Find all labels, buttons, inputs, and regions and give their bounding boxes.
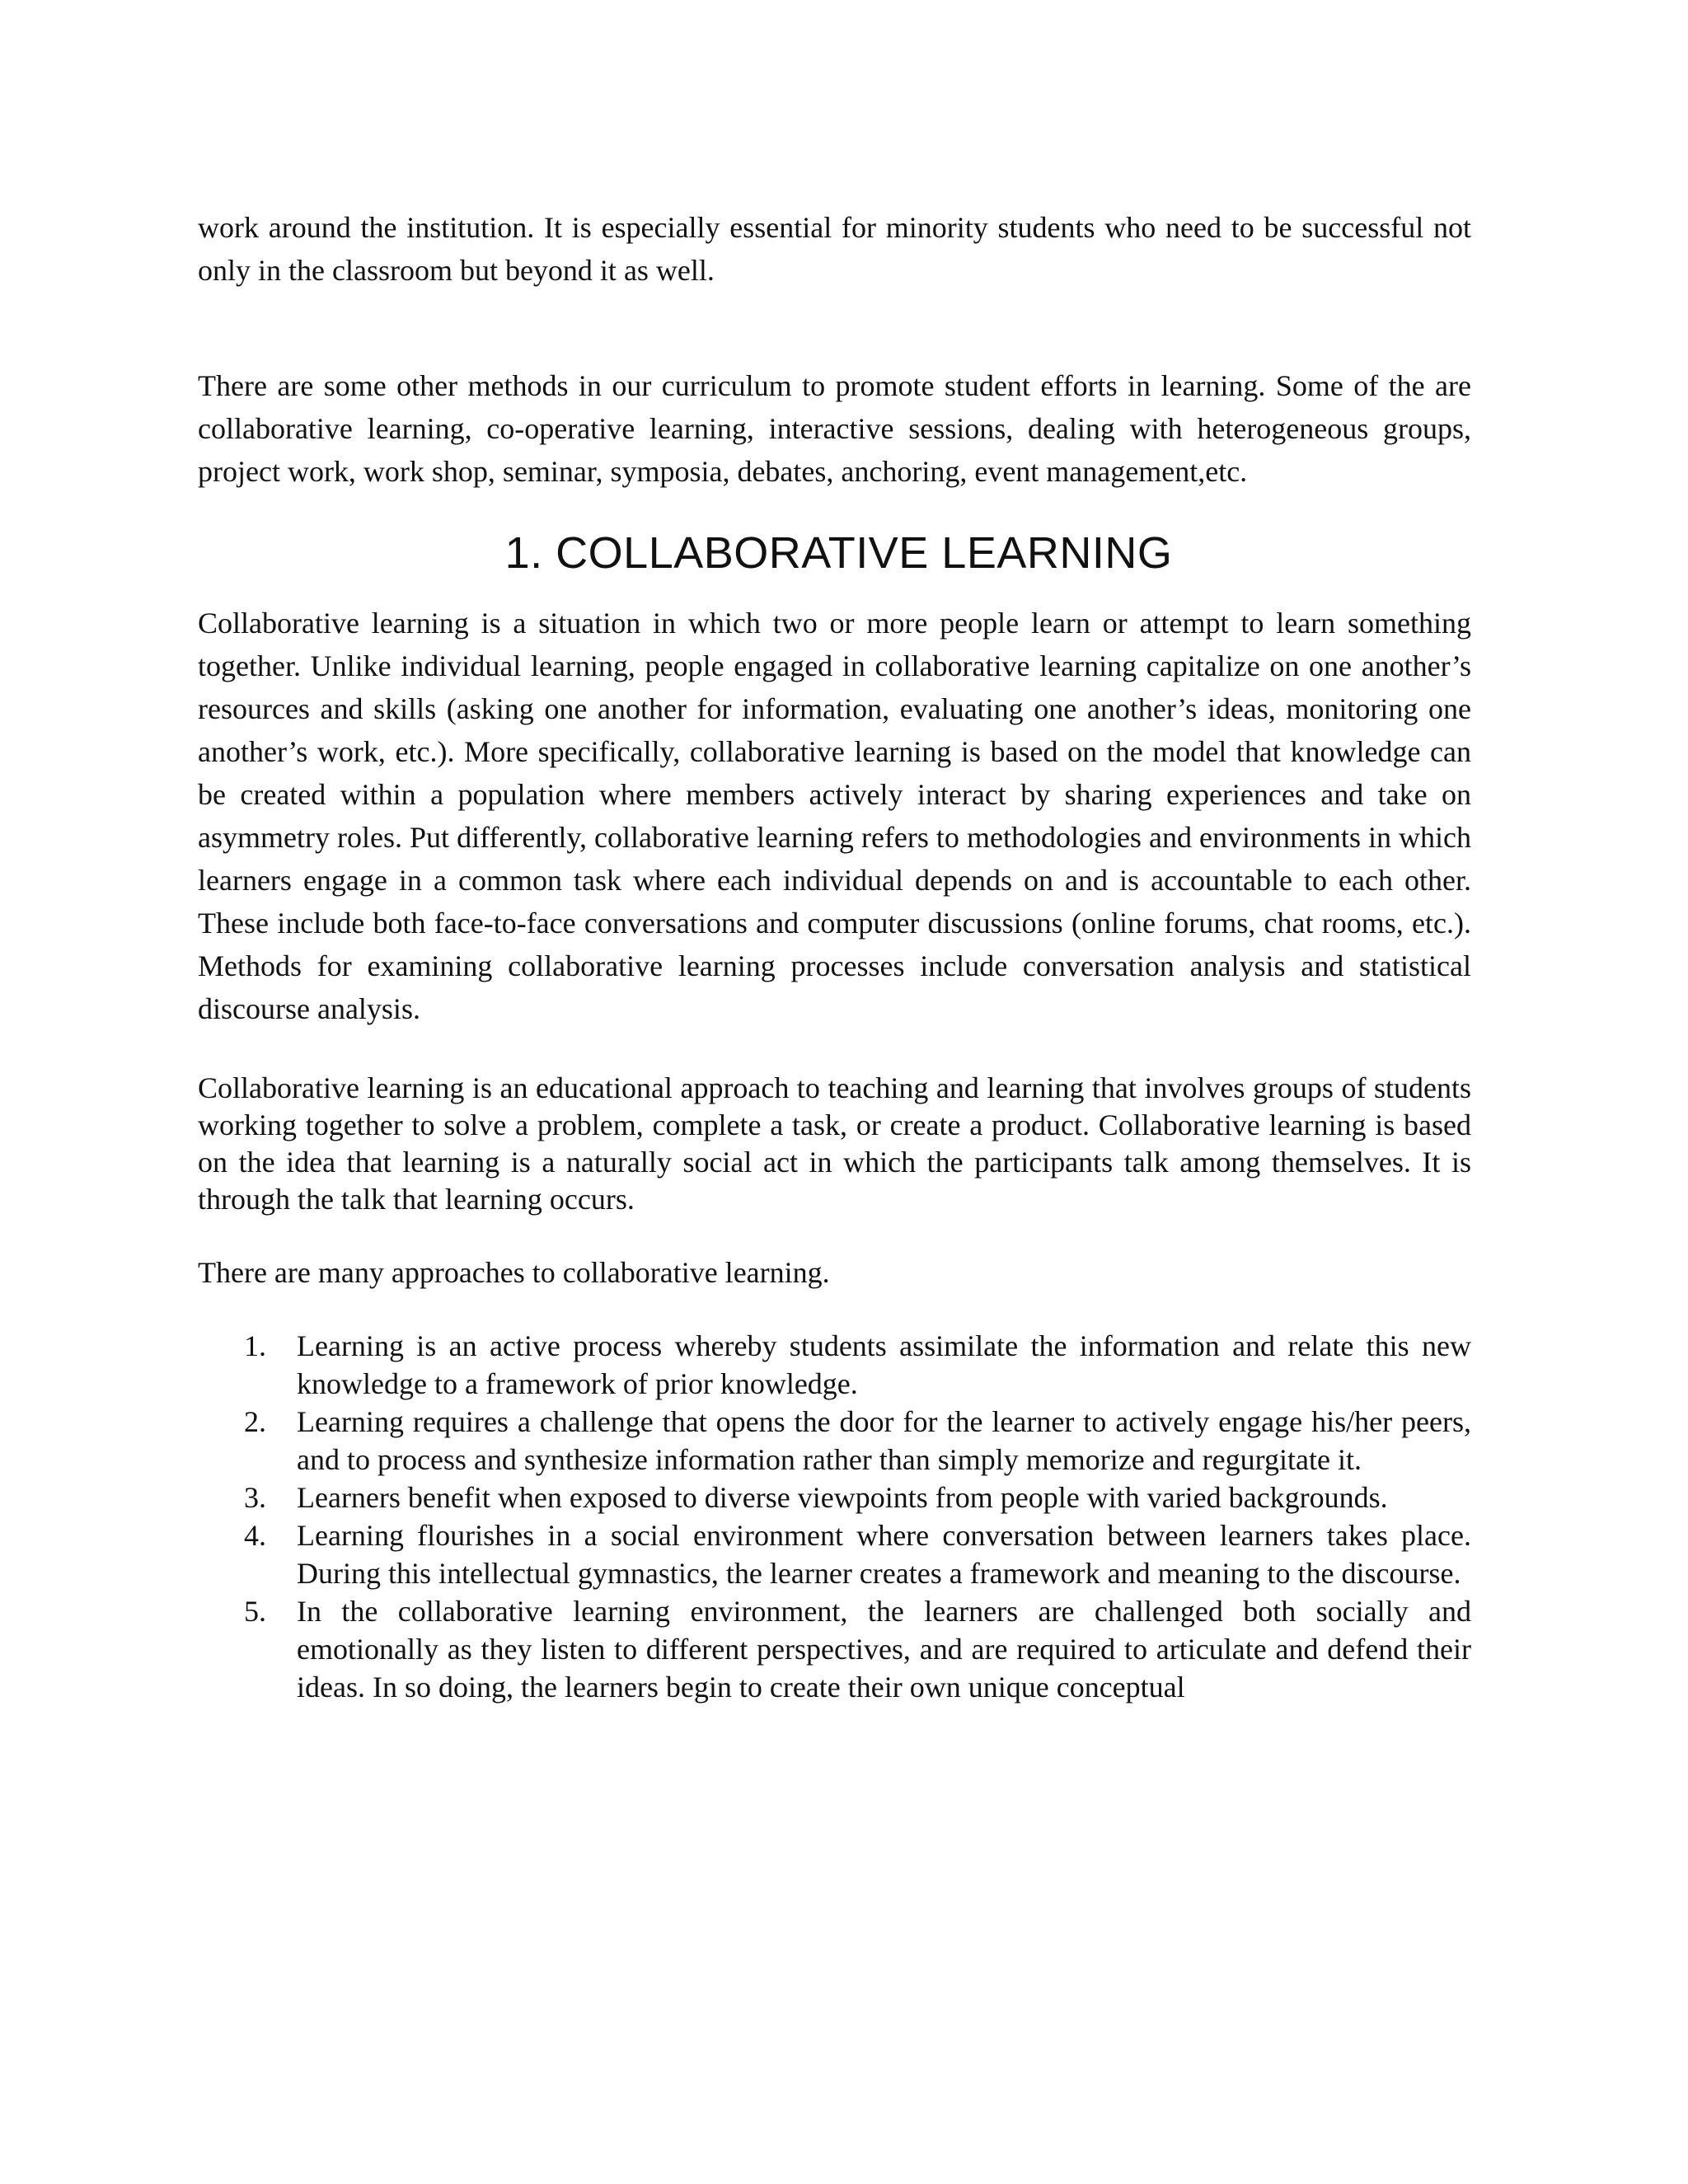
list-item-text: Learning is an active process whereby students assimilate the information and relate this new knowledge to a framework of prior knowledge. bbox=[297, 1329, 1471, 1400]
list-item bbox=[198, 1516, 1471, 1592]
collaborative-approach-paragraph: Collaborative learning is an educational approach to teaching and learning that involves groups of students working together to solve a problem, complete a task, or create a product. Collaborative learning is based on the idea that learning is a naturally social act in which the participants talk among themselves. It is through the talk that learning occurs. bbox=[198, 1071, 1471, 1216]
methods-paragraph: There are some other methods in our curriculum to promote student efforts in learning. Some of the are collaborative learning, co-operative learning, interactive sessions, dealing with heterogeneous groups, project work, work shop, seminar, symposia, debates, anchoring, event management,etc. bbox=[198, 369, 1471, 488]
list-item-number: 2. bbox=[244, 1405, 266, 1438]
list-item bbox=[198, 1327, 1471, 1403]
intro-paragraph: work around the institution. It is especially essential for minority students who need to be successful not only in the classroom but beyond it as well. bbox=[198, 211, 1471, 287]
approaches-intro: There are many approaches to collaborative learning. bbox=[198, 1256, 830, 1289]
collaborative-definition-paragraph: Collaborative learning is a situation in which two or more people learn or attempt to learn something together. Unlike individual learning, people engaged in collaborative learning capitalize on one another’s resources and skills (asking one another for information, evaluating one another’s ideas, monitoring one another’s work, etc.). More specifically, collaborative learning is based on the model that knowledge can be created within a population where members actively interact by sharing experiences and take on asymmetry roles. Put differently, collaborative learning refers to methodologies and environments in which learners engage in a common task where each individual depends on and is accountable to each other. These include both face-to-face conversations and computer discussions (online forums, chat rooms, etc.). Methods for examining collaborative learning processes include conversation analysis and statistical discourse analysis. bbox=[198, 607, 1471, 1025]
section-heading: 1. COLLABORATIVE LEARNING bbox=[504, 528, 1173, 578]
list-item-number: 3. bbox=[244, 1481, 266, 1514]
list-item bbox=[198, 1403, 1471, 1479]
list-item-number: 1. bbox=[244, 1329, 266, 1362]
list-item-text: Learning flourishes in a social environment where conversation between learners takes place. During this intellectual gymnastics, the learner creates a framework and meaning to the discourse. bbox=[297, 1519, 1471, 1590]
list-item bbox=[198, 1592, 1471, 1706]
list-item bbox=[198, 1479, 1471, 1516]
document-page bbox=[198, 206, 1471, 1706]
list-item-number: 5. bbox=[244, 1595, 266, 1628]
list-item-number: 4. bbox=[244, 1519, 266, 1552]
list-item-text: Learning requires a challenge that opens the door for the learner to actively engage his/her peers, and to process and synthesize information rather than simply memorize and regurgitate it. bbox=[297, 1405, 1471, 1476]
list-item-text: Learners benefit when exposed to diverse viewpoints from people with varied backgrounds. bbox=[297, 1481, 1388, 1514]
list-item-text: In the collaborative learning environment, the learners are challenged both socially and emotionally as they listen to different perspectives, and are required to articulate and defend their ideas. In so doing, the learners begin to create their own unique conceptual bbox=[297, 1595, 1471, 1704]
approaches-list bbox=[198, 1327, 1471, 1706]
